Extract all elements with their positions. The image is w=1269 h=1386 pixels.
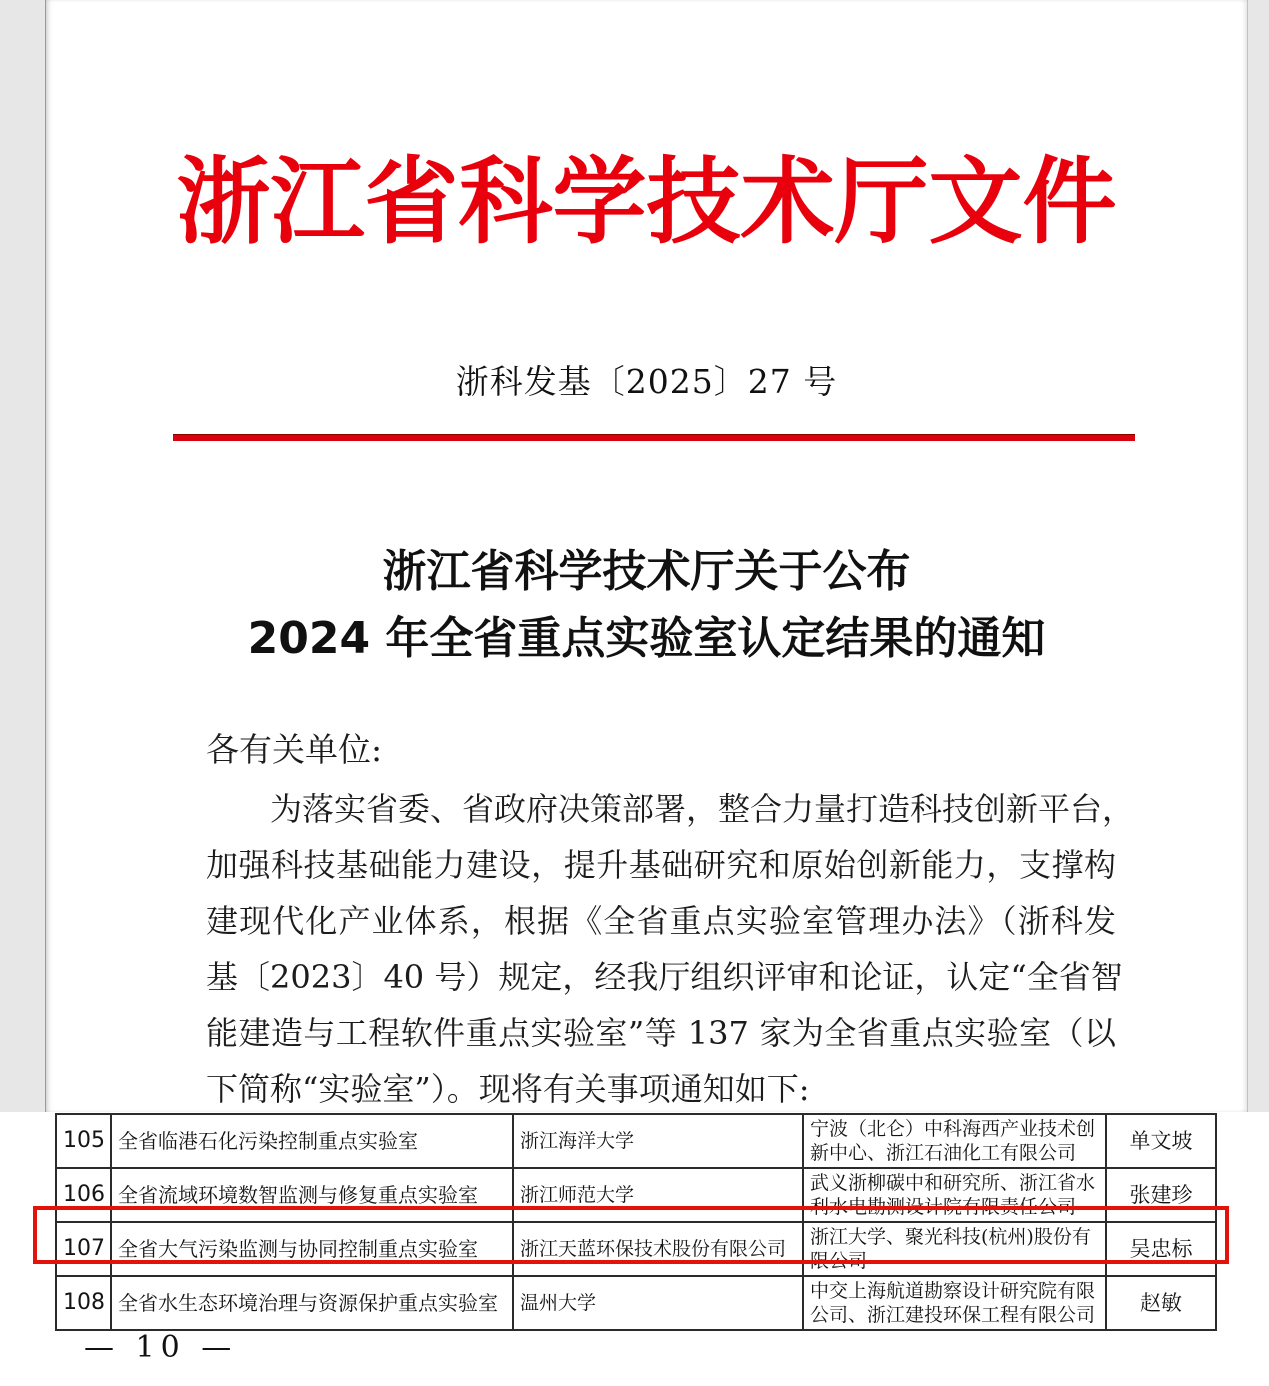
lab-name: 全省流域环境数智监测与修复重点实验室: [111, 1168, 513, 1222]
host-institution: 浙江师范大学: [513, 1168, 803, 1222]
partner-units: 浙江大学、聚光科技(杭州)股份有限公司: [803, 1222, 1106, 1276]
partner-units: 武义浙柳碳中和研究所、浙江省水利水电勘测设计院有限责任公司: [803, 1168, 1106, 1222]
lab-table: [55, 1113, 1217, 1331]
host-institution: 浙江天蓝环保技术股份有限公司: [513, 1222, 803, 1276]
page-number: — 10 —: [84, 1330, 238, 1365]
table-row-highlighted: [56, 1222, 1216, 1276]
director-name: 吴忠标: [1106, 1222, 1216, 1276]
lab-name: 全省临港石化污染控制重点实验室: [111, 1114, 513, 1168]
row-number: 107: [56, 1222, 111, 1276]
salutation: 各有关单位:: [206, 730, 383, 769]
table-row: [56, 1168, 1216, 1222]
director-name: 赵敏: [1106, 1276, 1216, 1330]
document-page: [45, 0, 1248, 1112]
row-number: 105: [56, 1114, 111, 1168]
letterhead-divider-rule: [173, 434, 1135, 441]
host-institution: 浙江海洋大学: [513, 1114, 803, 1168]
body-line: 能建造与工程软件重点实验室”等 137 家为全省重点实验室（以: [206, 1014, 1116, 1052]
body-line: 加强科技基础能力建设，提升基础研究和原始创新能力，支撑构: [206, 846, 1116, 884]
notice-title-line1: 浙江省科学技术厅关于公布: [382, 546, 911, 597]
body-line: 建现代化产业体系，根据《全省重点实验室管理办法》（浙科发: [206, 902, 1116, 940]
row-number: 108: [56, 1276, 111, 1330]
notice-body: [206, 781, 1135, 1117]
lab-table-section: [0, 1112, 1269, 1386]
body-line: 基〔2023〕40 号）规定，经我厅组织评审和论证，认定“全省智: [206, 958, 1123, 996]
body-line: 下简称“实验室”）。现将有关事项通知如下:: [206, 1070, 810, 1108]
document-number: 浙科发基〔2025〕27 号: [455, 362, 838, 401]
director-name: 单文坡: [1106, 1114, 1216, 1168]
notice-title-line2: 2024 年全省重点实验室认定结果的通知: [247, 613, 1046, 664]
table-row: [56, 1114, 1216, 1168]
host-institution: 温州大学: [513, 1276, 803, 1330]
director-name: 张建珍: [1106, 1168, 1216, 1222]
letterhead-title: 浙江省科学技术厅文件: [176, 147, 1117, 257]
lab-name: 全省水生态环境治理与资源保护重点实验室: [111, 1276, 513, 1330]
body-line: 为落实省委、省政府决策部署，整合力量打造科技创新平台，: [270, 790, 1135, 828]
table-row: [56, 1276, 1216, 1330]
lab-name: 全省大气污染监测与协同控制重点实验室: [111, 1222, 513, 1276]
row-number: 106: [56, 1168, 111, 1222]
partner-units: 宁波（北仑）中科海西产业技术创新中心、浙江石油化工有限公司: [803, 1114, 1106, 1168]
partner-units: 中交上海航道勘察设计研究院有限公司、浙江建投环保工程有限公司: [803, 1276, 1106, 1330]
